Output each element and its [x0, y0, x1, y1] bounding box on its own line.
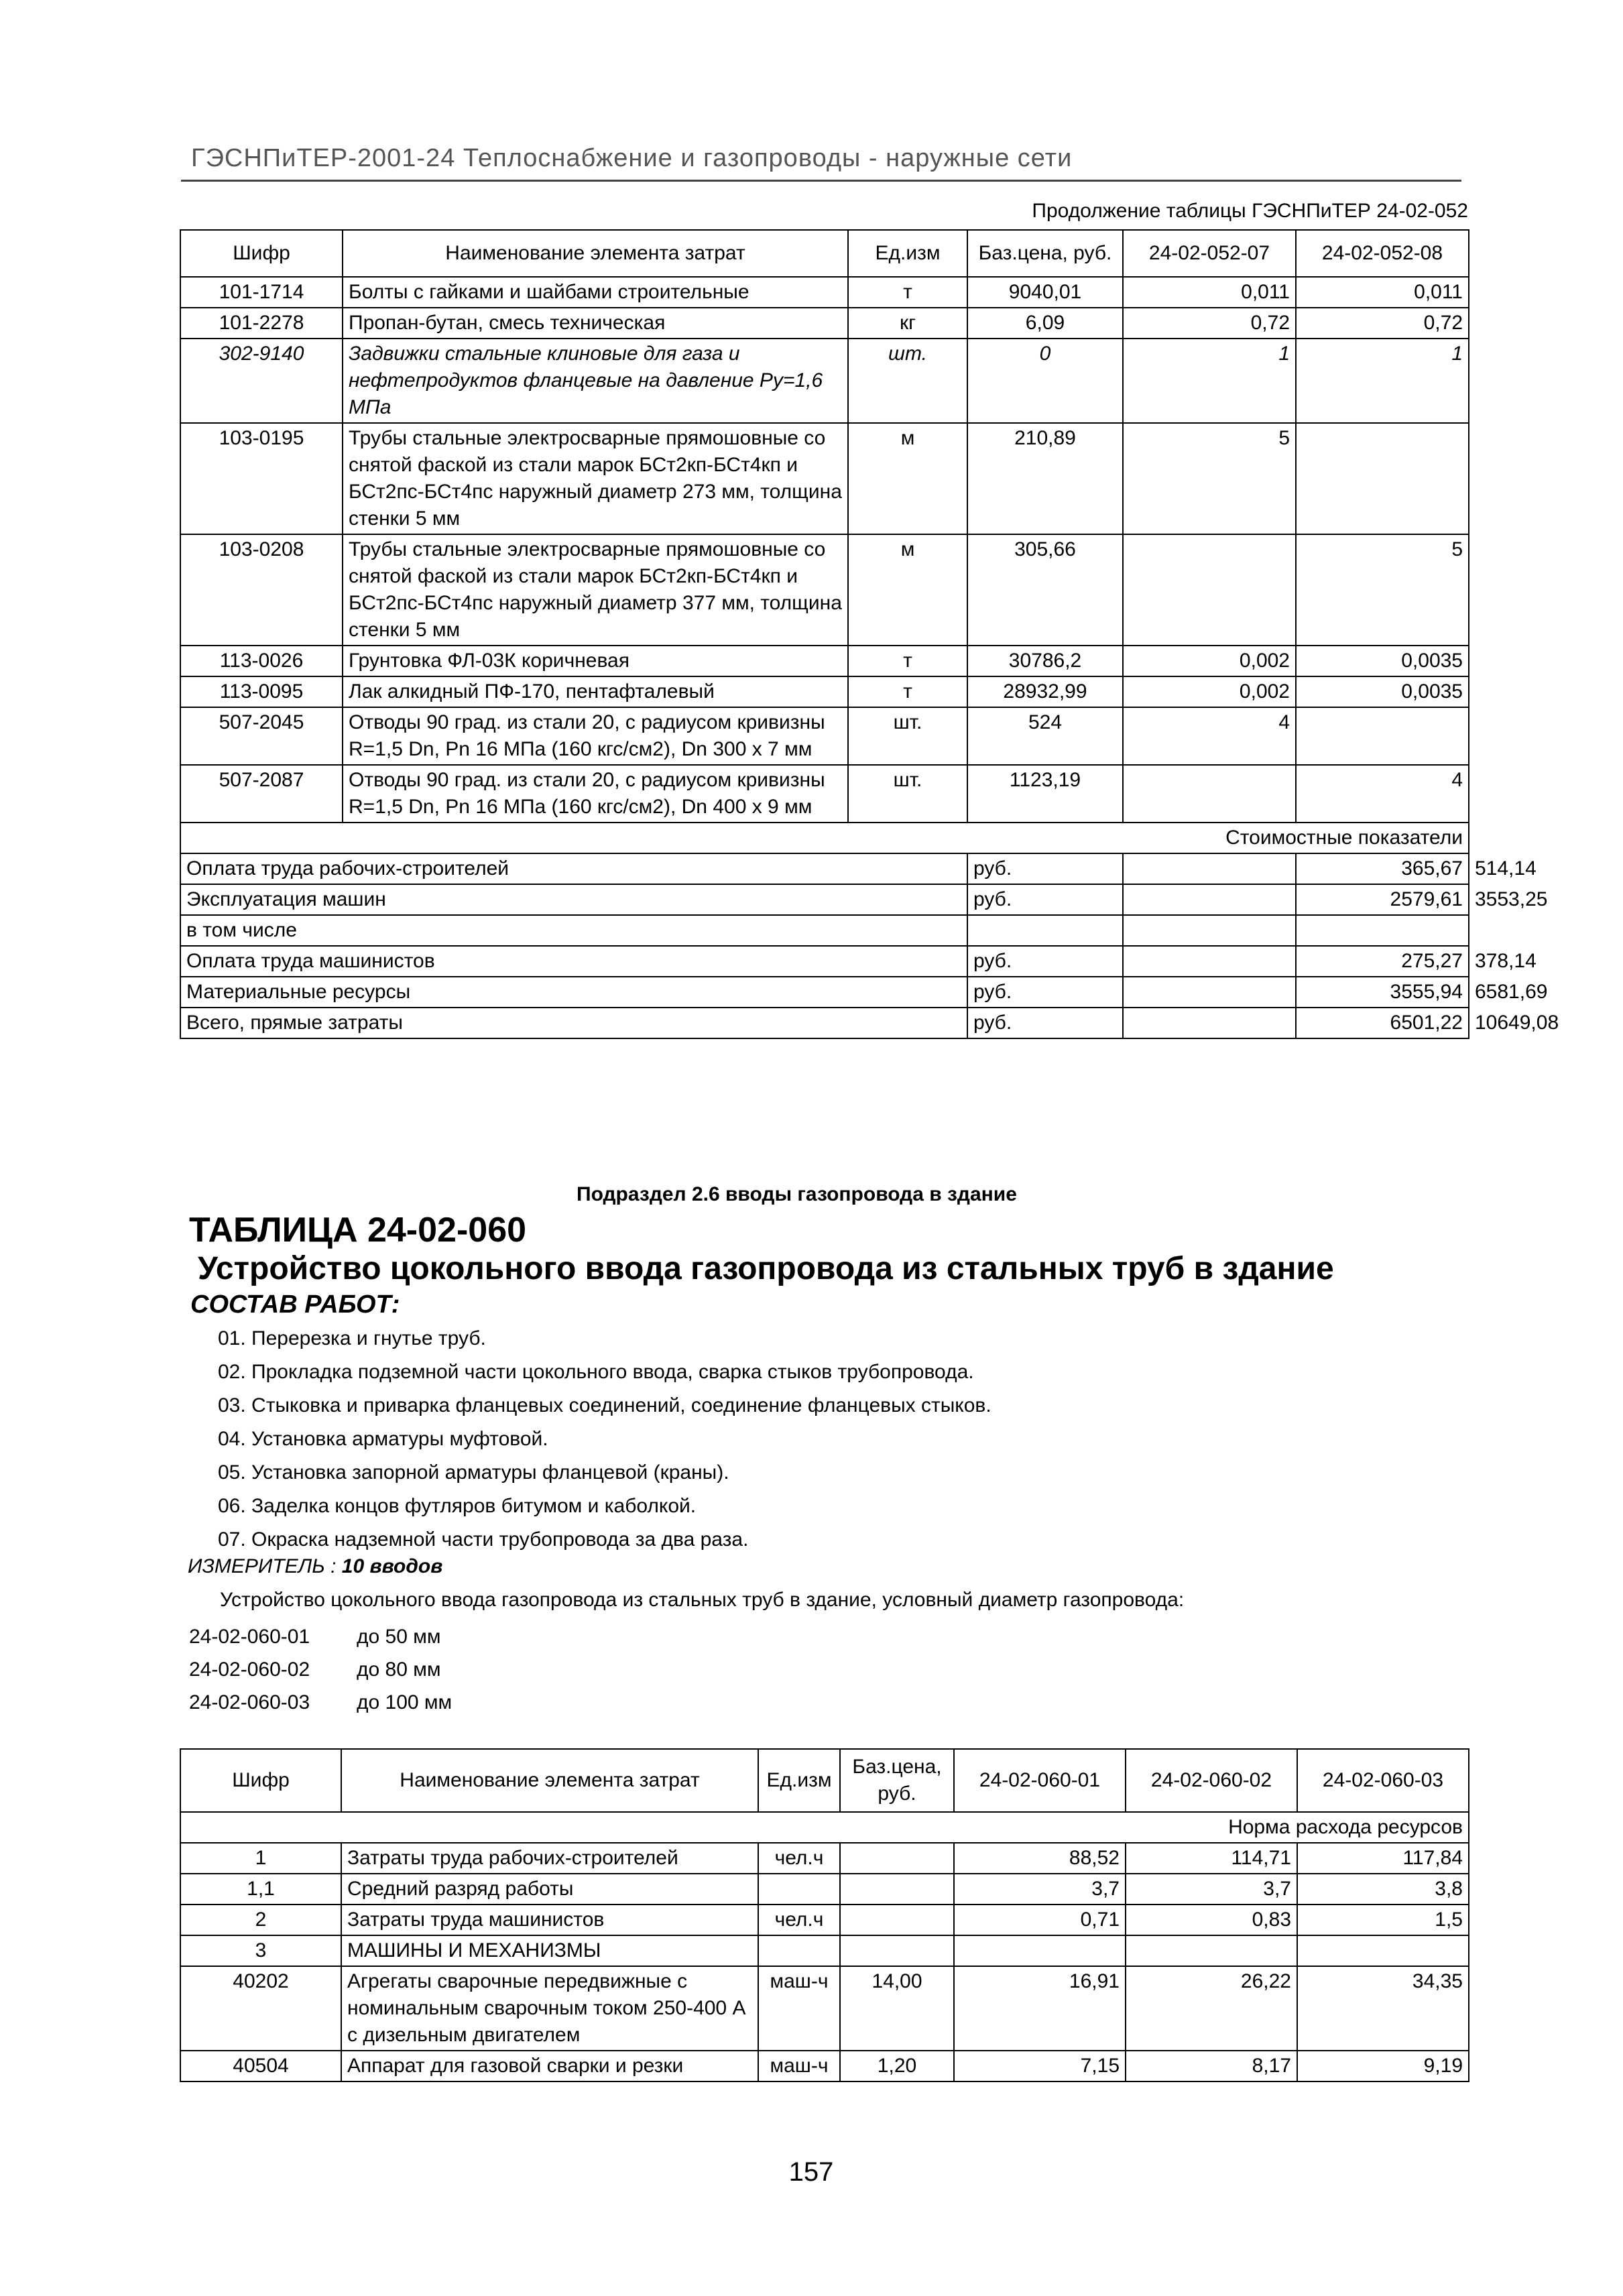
cell-code: 302-9140	[180, 339, 343, 423]
cell-value-08: 0,011	[1296, 277, 1469, 308]
table-row	[180, 308, 1469, 339]
cell-name: Средний разряд работы	[341, 1874, 758, 1905]
header-rule	[181, 180, 1461, 182]
cell-name: Лак алкидный ПФ-170, пентафталевый	[343, 676, 848, 707]
cost-label: в том числе	[180, 915, 967, 946]
cell-unit: кг	[848, 308, 967, 339]
measure-label: ИЗМЕРИТЕЛЬ :	[188, 1555, 337, 1577]
cell-code: 1,1	[180, 1874, 341, 1905]
cost-unit	[967, 915, 1123, 946]
header-code: Шифр	[180, 230, 343, 277]
table-row	[180, 1966, 1469, 2051]
code-text: до 100 мм	[357, 1691, 453, 1713]
cell-value-02: 26,22	[1126, 1966, 1297, 2051]
cell-value-02: 8,17	[1126, 2051, 1297, 2081]
cell-code: 113-0026	[180, 646, 343, 676]
cost-label: Оплата труда рабочих-строителей	[180, 853, 967, 884]
cell-value-03: 117,84	[1297, 1843, 1469, 1874]
work-item: 06. Заделка концов футляров битумом и каболкой.	[218, 1495, 697, 1517]
page-number: 157	[788, 2157, 834, 2187]
code-text: до 80 мм	[357, 1658, 441, 1681]
header-col-03: 24-02-060-03	[1297, 1749, 1469, 1812]
cell-name: Отводы 90 град. из стали 20, с радиусом кривизны R=1,5 Dn, Pn 16 МПа (160 кгс/см2), Dn 400 х 9 мм	[343, 765, 848, 823]
code-row	[189, 1624, 452, 1656]
code-row	[189, 1689, 452, 1722]
code-list	[189, 1624, 452, 1722]
cell-value-02: 0,83	[1126, 1905, 1297, 1935]
cell-code: 2	[180, 1905, 341, 1935]
cost-empty	[1123, 884, 1296, 915]
cost-row	[180, 915, 1469, 946]
cell-name: Агрегаты сварочные передвижные с номинальным сварочным током 250-400 А с дизельным двигателем	[341, 1966, 758, 2051]
measure-value: 10 вводов	[341, 1555, 443, 1577]
table-row	[180, 1843, 1469, 1874]
cell-price	[840, 1874, 954, 1905]
cell-unit: шт.	[848, 339, 967, 423]
cell-value-07: 0,002	[1123, 676, 1296, 707]
cell-price	[840, 1843, 954, 1874]
header-name: Наименование элемента затрат	[341, 1749, 758, 1812]
cell-unit: маш-ч	[758, 2051, 840, 2081]
cell-value-07: 0,002	[1123, 646, 1296, 676]
cell-value-08: 0,0035	[1296, 676, 1469, 707]
cell-price: 30786,2	[967, 646, 1123, 676]
cell-unit: маш-ч	[758, 1966, 840, 2051]
work-item: 02. Прокладка подземной части цокольного ввода, сварка стыков трубопровода.	[218, 1361, 974, 1383]
code-row	[189, 1656, 452, 1689]
cost-value-07: 6501,22	[1296, 1008, 1469, 1038]
table-title: ТАБЛИЦА 24-02-060	[189, 1211, 527, 1250]
cell-value-08: 5	[1296, 534, 1469, 646]
cell-name: Трубы стальные электросварные прямошовные со снятой фаской из стали марок БСт2кп-БСт4кп и БСт2пс-БСт4пс наружный диаметр 273 мм, толщина стенки 5 мм	[343, 423, 848, 534]
table-header-row	[180, 230, 1469, 277]
description: Устройство цокольного ввода газопровода из стальных труб в здание, условный диаметр газопровода:	[220, 1589, 1185, 1611]
cost-unit: руб.	[967, 1008, 1123, 1038]
cell-value-08: 0,72	[1296, 308, 1469, 339]
work-item: 05. Установка запорной арматуры фланцевой (краны).	[218, 1461, 729, 1484]
table-row	[180, 646, 1469, 676]
cost-row: Всего, прямые затраты руб. 6501,22 10649,08	[180, 1008, 1469, 1038]
cell-name: Болты с гайками и шайбами строительные	[343, 277, 848, 308]
table-row	[180, 676, 1469, 707]
header-name: Наименование элемента затрат	[343, 230, 848, 277]
cell-value-03: 34,35	[1297, 1966, 1469, 2051]
cost-empty	[1123, 853, 1296, 884]
cell-name: Трубы стальные электросварные прямошовные со снятой фаской из стали марок БСт2кп-БСт4кп и БСт2пс-БСт4пс наружный диаметр 377 мм, толщина стенки 5 мм	[343, 534, 848, 646]
cell-code: 101-2278	[180, 308, 343, 339]
works-heading: СОСТАВ РАБОТ:	[190, 1290, 400, 1319]
resource-table-24-02-060	[180, 1748, 1469, 2082]
cell-value-08	[1296, 707, 1469, 765]
cost-label: Материальные ресурсы	[180, 977, 967, 1008]
cell-code: 40504	[180, 2051, 341, 2081]
cell-name: Аппарат для газовой сварки и резки	[341, 2051, 758, 2081]
cell-price: 9040,01	[967, 277, 1123, 308]
cell-price: 28932,99	[967, 676, 1123, 707]
cell-name: Затраты труда рабочих-строителей	[341, 1843, 758, 1874]
cell-name: Грунтовка ФЛ-03К коричневая	[343, 646, 848, 676]
cost-unit: руб.	[967, 884, 1123, 915]
cost-caption-row	[180, 823, 1469, 853]
cell-price: 524	[967, 707, 1123, 765]
cell-code: 40202	[180, 1966, 341, 2051]
cell-value-01: 0,71	[954, 1905, 1126, 1935]
cell-value-02: 114,71	[1126, 1843, 1297, 1874]
work-item: 01. Перерезка и гнутье труб.	[218, 1327, 486, 1349]
cell-price: 6,09	[967, 308, 1123, 339]
code-id: 24-02-060-03	[189, 1691, 310, 1713]
table-row	[180, 707, 1469, 765]
cell-value-03: 9,19	[1297, 2051, 1469, 2081]
cell-value-07: 5	[1123, 423, 1296, 534]
cost-unit: руб.	[967, 977, 1123, 1008]
cell-price: 210,89	[967, 423, 1123, 534]
cell-value-02	[1126, 1935, 1297, 1966]
resource-table-24-02-052	[180, 229, 1559, 1039]
cost-row: Оплата труда рабочих-строителей руб. 365,67 514,14	[180, 853, 1469, 884]
works-list	[218, 1325, 1425, 1560]
cell-code: 113-0095	[180, 676, 343, 707]
cell-unit: т	[848, 277, 967, 308]
cost-label: Оплата труда машинистов	[180, 946, 967, 977]
work-item: 07. Окраска надземной части трубопровода за два раза.	[218, 1528, 749, 1551]
cost-value-07	[1296, 915, 1469, 946]
cost-value-07: 3555,94	[1296, 977, 1469, 1008]
cost-label: Эксплуатация машин	[180, 884, 967, 915]
cell-code: 1	[180, 1843, 341, 1874]
cell-price: 1,20	[840, 2051, 954, 2081]
table-header-row	[180, 1749, 1469, 1812]
table-row	[180, 765, 1469, 823]
cell-value-08: 1	[1296, 339, 1469, 423]
cost-empty	[1123, 915, 1296, 946]
table-row	[180, 339, 1469, 423]
code-id: 24-02-060-02	[189, 1658, 310, 1681]
cell-price: 14,00	[840, 1966, 954, 2051]
cell-name: Отводы 90 град. из стали 20, с радиусом кривизны R=1,5 Dn, Pn 16 МПа (160 кгс/см2), Dn 300 х 7 мм	[343, 707, 848, 765]
cell-code: 103-0195	[180, 423, 343, 534]
cell-code: 3	[180, 1935, 341, 1966]
cost-value-07: 365,67	[1296, 853, 1469, 884]
header-unit: Ед.изм	[758, 1749, 840, 1812]
cell-price	[840, 1935, 954, 1966]
cell-unit: м	[848, 423, 967, 534]
table-row	[180, 423, 1469, 534]
cell-value-01: 16,91	[954, 1966, 1126, 2051]
cell-value-03	[1297, 1935, 1469, 1966]
cell-code: 507-2045	[180, 707, 343, 765]
cell-value-03: 1,5	[1297, 1905, 1469, 1935]
cost-empty	[1123, 1008, 1296, 1038]
measure-line	[188, 1555, 442, 1578]
table-row	[180, 2051, 1469, 2081]
cost-unit: руб.	[967, 853, 1123, 884]
cell-code: 101-1714	[180, 277, 343, 308]
cell-unit: шт.	[848, 765, 967, 823]
cell-code: 103-0208	[180, 534, 343, 646]
cell-value-07	[1123, 534, 1296, 646]
cell-unit: т	[848, 646, 967, 676]
continuation-caption: Продолжение таблицы ГЭСНПиТЕР 24-02-052	[1032, 200, 1468, 222]
cell-value-01: 7,15	[954, 2051, 1126, 2081]
cost-row: Эксплуатация машин руб. 2579,61 3553,25	[180, 884, 1469, 915]
cell-unit: т	[848, 676, 967, 707]
cell-value-01	[954, 1935, 1126, 1966]
cell-unit: м	[848, 534, 967, 646]
header-unit: Ед.изм	[848, 230, 967, 277]
norm-caption: Норма расхода ресурсов	[180, 1812, 1469, 1843]
cost-value-07: 275,27	[1296, 946, 1469, 977]
work-item: 03. Стыковка и приварка фланцевых соединений, соединение фланцевых стыков.	[218, 1394, 991, 1416]
cost-row: Материальные ресурсы руб. 3555,94 6581,69	[180, 977, 1469, 1008]
cell-name: МАШИНЫ И МЕХАНИЗМЫ	[341, 1935, 758, 1966]
header-code: Шифр	[180, 1749, 341, 1812]
header-col-01: 24-02-060-01	[954, 1749, 1126, 1812]
table-row	[180, 1874, 1469, 1905]
cell-unit	[758, 1874, 840, 1905]
cell-value-08	[1296, 423, 1469, 534]
cell-value-08: 4	[1296, 765, 1469, 823]
cell-value-07: 4	[1123, 707, 1296, 765]
cost-row: Оплата труда машинистов руб. 275,27 378,14	[180, 946, 1469, 977]
work-item: 04. Установка арматуры муфтовой.	[218, 1428, 548, 1450]
cell-unit: чел.ч	[758, 1843, 840, 1874]
cell-value-08: 0,0035	[1296, 646, 1469, 676]
cell-value-01: 3,7	[954, 1874, 1126, 1905]
cell-price: 1123,19	[967, 765, 1123, 823]
cost-caption: Стоимостные показатели	[180, 823, 1469, 853]
table-row	[180, 1935, 1469, 1966]
header-col-02: 24-02-060-02	[1126, 1749, 1297, 1812]
cell-name: Затраты труда машинистов	[341, 1905, 758, 1935]
cell-value-07: 1	[1123, 339, 1296, 423]
table-row	[180, 1905, 1469, 1935]
cell-unit: шт.	[848, 707, 967, 765]
cell-value-07: 0,011	[1123, 277, 1296, 308]
page-header: ГЭСНПиТЕР-2001-24 Теплоснабжение и газопроводы - наружные сети	[191, 144, 1073, 172]
cell-value-07	[1123, 765, 1296, 823]
norm-caption-row	[180, 1812, 1469, 1843]
cell-price	[840, 1905, 954, 1935]
cost-unit: руб.	[967, 946, 1123, 977]
header-price: Баз.цена, руб.	[967, 230, 1123, 277]
cost-value-07: 2579,61	[1296, 884, 1469, 915]
table-subtitle: Устройство цокольного ввода газопровода из стальных труб в здание	[198, 1251, 1334, 1286]
header-price: Баз.цена, руб.	[840, 1749, 954, 1812]
cell-value-01: 88,52	[954, 1843, 1126, 1874]
cell-value-03: 3,8	[1297, 1874, 1469, 1905]
header-col-07: 24-02-052-07	[1123, 230, 1296, 277]
cell-unit	[758, 1935, 840, 1966]
cell-name: Пропан-бутан, смесь техническая	[343, 308, 848, 339]
cell-value-02: 3,7	[1126, 1874, 1297, 1905]
subsection-title: Подраздел 2.6 вводы газопровода в здание	[577, 1183, 1017, 1205]
cost-empty	[1123, 946, 1296, 977]
code-id: 24-02-060-01	[189, 1626, 310, 1648]
cell-price: 305,66	[967, 534, 1123, 646]
header-col-08: 24-02-052-08	[1296, 230, 1469, 277]
code-text: до 50 мм	[357, 1626, 441, 1648]
table-row	[180, 534, 1469, 646]
table-row	[180, 277, 1469, 308]
cost-label: Всего, прямые затраты	[180, 1008, 967, 1038]
cell-code: 507-2087	[180, 765, 343, 823]
cell-name: Задвижки стальные клиновые для газа и нефтепродуктов фланцевые на давление Ру=1,6 МПа	[343, 339, 848, 423]
cell-price: 0	[967, 339, 1123, 423]
cell-value-07: 0,72	[1123, 308, 1296, 339]
cell-unit: чел.ч	[758, 1905, 840, 1935]
cost-empty	[1123, 977, 1296, 1008]
